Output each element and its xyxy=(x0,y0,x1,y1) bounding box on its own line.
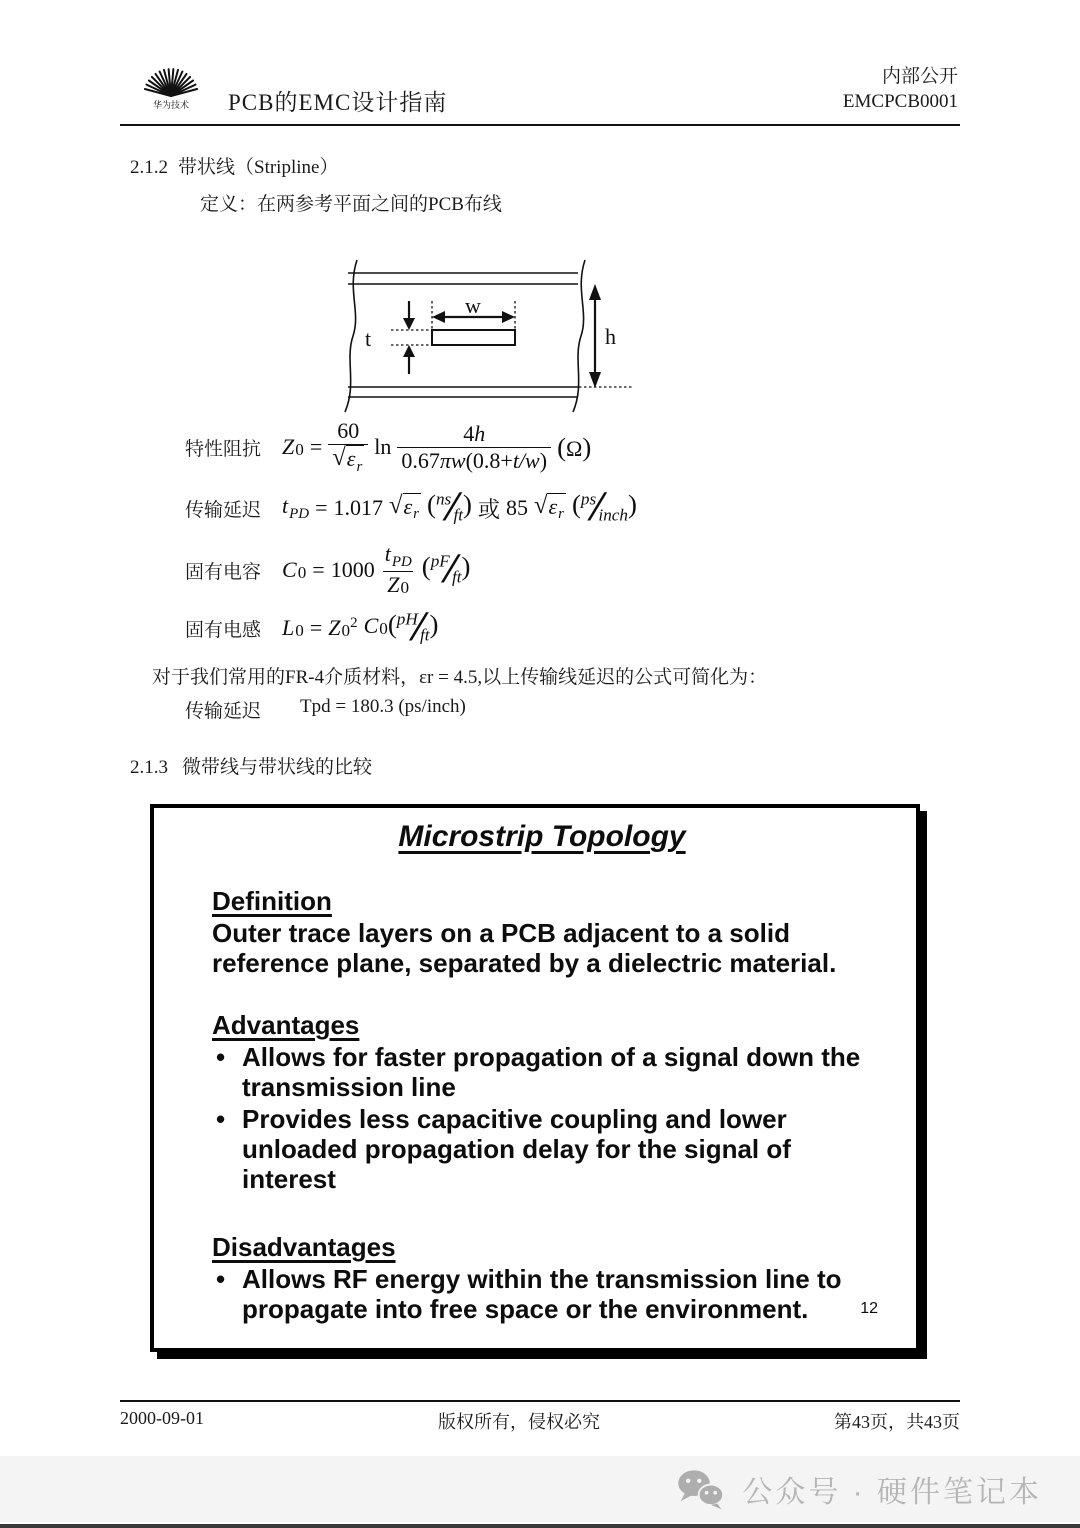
doc-number: EMCPCB0001 xyxy=(842,91,958,112)
bullet-icon: • xyxy=(216,1264,226,1294)
classification-label: 内部公开 xyxy=(881,66,958,87)
stripline-definition: 定义：在两参考平面之间的PCB布线 xyxy=(200,194,502,215)
footer-pagination: 第43页，共43页 xyxy=(834,1412,960,1432)
formula-label: 固有电容 xyxy=(185,561,262,583)
formula-label: 传输延迟 xyxy=(185,499,262,521)
formula-row-impedance xyxy=(185,412,591,482)
formula-row-delay xyxy=(185,484,637,532)
watermark-strip xyxy=(0,1456,1080,1522)
right-break-line xyxy=(573,260,585,412)
formula-label: 特性阻抗 xyxy=(185,438,262,460)
formula-row-capacitance xyxy=(185,536,470,604)
bullet-icon: • xyxy=(216,1042,226,1072)
company-logo xyxy=(141,56,203,117)
simplified-delay-row xyxy=(185,696,466,723)
trace-rectangle xyxy=(432,330,515,345)
footer xyxy=(120,1408,960,1434)
inductance-formula: L0 = $Z0^2$ C0( pH ⁄ ft ) xyxy=(282,605,439,650)
microstrip-topology-slide xyxy=(150,804,920,1352)
impedance-formula: Z0 = 60 √ $\varepsilon_r$ ln $\frac{4h}{0.67\pi w(0.8+t/w)}$ (Ω) xyxy=(282,418,592,475)
bullet-icon: • xyxy=(216,1104,226,1134)
formula-label: 固有电感 xyxy=(185,619,262,641)
delay-formula: $t_{PD}$ = 1.017 √ $\varepsilon_r$ ( ns ⁄ ft ) 或 85 √ $\varepsilon_r$ ( ps ⁄ inch ) xyxy=(282,485,637,530)
fan-logo-icon xyxy=(141,56,203,112)
left-break-line xyxy=(345,260,357,412)
advantage-item: • Provides less capacitive coupling and lower unloaded propagation delay for the signal of interest xyxy=(212,1104,872,1194)
disadvantages-heading: Disadvantages xyxy=(212,1232,396,1262)
fr4-note: 对于我们常用的FR-4介质材料，εr = 4.5,以上传输线延迟的公式可简化为： xyxy=(152,667,768,688)
simplified-value: Tpd = 180.3 (ps/inch) xyxy=(300,696,466,717)
section-number: 2.1.2 xyxy=(130,157,168,178)
stripline-cross-section-diagram xyxy=(333,256,643,421)
thickness-label: t xyxy=(364,326,372,351)
header-rule xyxy=(120,124,960,126)
height-label: h xyxy=(605,324,616,349)
document-title: PCB的EMC设计指南 xyxy=(228,90,448,115)
formula-row-inductance xyxy=(185,602,438,654)
advantage-item: • Allows for faster propagation of a signal down the transmission line xyxy=(212,1042,872,1102)
logo-text: 华为技术 xyxy=(152,100,190,110)
footer-copyright: 版权所有，侵权必究 xyxy=(438,1412,600,1432)
header-meta xyxy=(843,64,958,114)
section-title: 微带线与带状线的比较 xyxy=(182,757,373,778)
page-bottom-edge xyxy=(0,1524,1080,1528)
section-heading-compare xyxy=(130,752,372,779)
section-title: 带状线（Stripline） xyxy=(178,157,339,178)
footer-date: 2000-09-01 xyxy=(120,1408,204,1428)
slide-title: Microstrip Topology xyxy=(398,820,686,853)
advantages-heading: Advantages xyxy=(212,1010,360,1040)
section-heading-stripline xyxy=(130,152,338,179)
simplified-label: 传输延迟 xyxy=(185,701,262,722)
watermark-text: 公众号 · 硬件笔记本 xyxy=(742,1476,1042,1509)
disadvantage-item: • Allows RF energy within the transmission line to propagate into free space or the environment. xyxy=(212,1264,872,1324)
capacitance-formula: C0 = 1000 $\frac{t_{PD}}{Z0}$ ( pF ⁄ ft ) xyxy=(282,541,471,598)
definition-heading: Definition xyxy=(212,886,332,916)
slide-page-number: 12 xyxy=(860,1300,878,1317)
footer-rule xyxy=(120,1400,960,1402)
wechat-icon xyxy=(674,1468,728,1510)
width-label: w xyxy=(465,293,481,318)
section-number: 2.1.3 xyxy=(130,757,168,778)
definition-body: Outer trace layers on a PCB adjacent to a solid reference plane, separated by a dielectric material. xyxy=(212,918,837,978)
